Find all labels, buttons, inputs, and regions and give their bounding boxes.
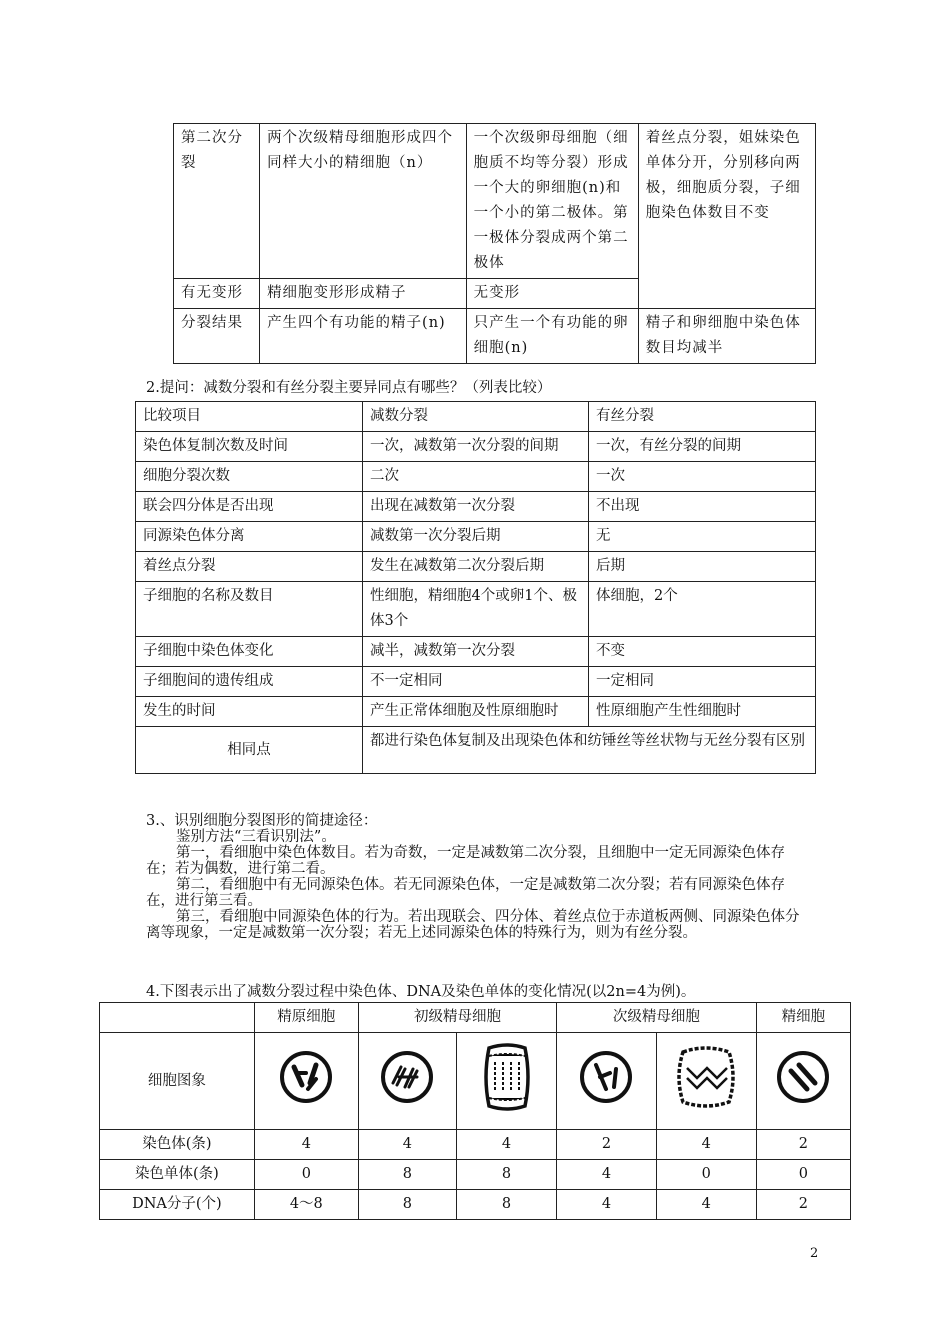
egg-cell: 一个次级卵母细胞（细胞质不均等分裂）形成一个大的卵细胞(n)和一个小的第二极体。第一极体分裂成两个第二极体 bbox=[466, 124, 638, 279]
comparison-cell: 减半，减数第一次分裂 bbox=[363, 637, 589, 667]
count-cell: 4 bbox=[656, 1190, 756, 1220]
comparison-row bbox=[136, 637, 816, 667]
image-cell bbox=[656, 1033, 756, 1130]
comparison-cell: 发生在减数第二次分裂后期 bbox=[363, 552, 589, 582]
spermatid-icon bbox=[773, 1047, 833, 1107]
image-cell bbox=[756, 1033, 850, 1130]
corner-cell bbox=[100, 1003, 255, 1033]
comparison-cell: 后期 bbox=[588, 552, 815, 582]
comparison-row bbox=[136, 432, 816, 462]
section3-p1: 鉴别方法“三看识别法”。 bbox=[176, 829, 336, 845]
comparison-cell: 不一定相同 bbox=[363, 667, 589, 697]
image-cell bbox=[358, 1033, 456, 1130]
comparison-cell: 子细胞间的遗传组成 bbox=[136, 667, 363, 697]
comparison-cell: 不出现 bbox=[588, 492, 815, 522]
comparison-cell: 体细胞，2个 bbox=[588, 582, 815, 637]
header-cell: 减数分裂 bbox=[363, 402, 589, 432]
comparison-row bbox=[136, 582, 816, 637]
note-cell: 着丝点分裂，姐妹染色单体分开，分别移向两极，细胞质分裂，子细胞染色体数目不变 bbox=[638, 124, 815, 309]
comparison-row bbox=[136, 492, 816, 522]
spermatogonium-icon bbox=[276, 1047, 336, 1107]
sperm-cell: 精细胞变形形成精子 bbox=[260, 279, 467, 309]
count-cell: 8 bbox=[358, 1190, 456, 1220]
section3-p2: 第一，看细胞中染色体数目。若为奇数，一定是减数第二次分裂，且细胞中一定无同源染色体存在；若为偶数，进行第二看。 bbox=[146, 845, 785, 877]
count-cell: 0 bbox=[254, 1160, 358, 1190]
comparison-cell: 性原细胞产生性细胞时 bbox=[588, 697, 815, 727]
count-row bbox=[100, 1190, 851, 1220]
secondary-spermatocyte-icon bbox=[576, 1047, 636, 1107]
comparison-cell: 同源染色体分离 bbox=[136, 522, 363, 552]
comparison-cell: 二次 bbox=[363, 462, 589, 492]
count-cell: 4 bbox=[358, 1130, 456, 1160]
image-cell bbox=[456, 1033, 556, 1130]
meiosis-change-table bbox=[99, 1002, 851, 1220]
comparison-row bbox=[136, 522, 816, 552]
row-label: 有无变形 bbox=[174, 279, 260, 309]
count-cell: 4 bbox=[254, 1130, 358, 1160]
row-label: 分裂结果 bbox=[174, 309, 260, 364]
comparison-cell: 着丝点分裂 bbox=[136, 552, 363, 582]
count-cell: 0 bbox=[756, 1160, 850, 1190]
count-row-label: 染色体(条) bbox=[100, 1130, 255, 1160]
header-cell: 有丝分裂 bbox=[588, 402, 815, 432]
count-cell: 0 bbox=[656, 1160, 756, 1190]
comparison-cell: 不变 bbox=[588, 637, 815, 667]
count-row-label: 染色单体(条) bbox=[100, 1160, 255, 1190]
comparison-cell: 出现在减数第一次分裂 bbox=[363, 492, 589, 522]
count-cell: 4～8 bbox=[254, 1190, 358, 1220]
header-cell: 精原细胞 bbox=[254, 1003, 358, 1033]
primary-spermatocyte-tetrad-icon bbox=[377, 1047, 437, 1107]
comparison-cell: 子细胞中染色体变化 bbox=[136, 637, 363, 667]
count-cell: 4 bbox=[557, 1190, 657, 1220]
count-cell: 8 bbox=[456, 1160, 556, 1190]
header-cell: 比较项目 bbox=[136, 402, 363, 432]
comparison-row bbox=[136, 552, 816, 582]
image-cell bbox=[254, 1033, 358, 1130]
comparison-cell: 减数第一次分裂后期 bbox=[363, 522, 589, 552]
note-cell: 精子和卵细胞中染色体数目均减半 bbox=[638, 309, 815, 364]
comparison-cell: 发生的时间 bbox=[136, 697, 363, 727]
section3-title: 3.、识别细胞分裂图形的简捷途径： bbox=[146, 813, 378, 829]
same-label: 相同点 bbox=[136, 727, 363, 774]
count-cell: 2 bbox=[557, 1130, 657, 1160]
count-cell: 2 bbox=[756, 1130, 850, 1160]
count-cell: 2 bbox=[756, 1190, 850, 1220]
count-row bbox=[100, 1160, 851, 1190]
comparison-cell: 细胞分裂次数 bbox=[136, 462, 363, 492]
header-cell: 精细胞 bbox=[756, 1003, 850, 1033]
header-cell: 次级精母细胞 bbox=[557, 1003, 757, 1033]
comparison-cell: 一次，有丝分裂的间期 bbox=[588, 432, 815, 462]
comparison-cell: 一次 bbox=[588, 462, 815, 492]
comparison-cell: 一定相同 bbox=[588, 667, 815, 697]
count-row bbox=[100, 1130, 851, 1160]
primary-spermatocyte-dividing-icon bbox=[479, 1042, 535, 1112]
egg-cell: 无变形 bbox=[466, 279, 638, 309]
header-cell: 初级精母细胞 bbox=[358, 1003, 556, 1033]
section2-title: 2.提问：减数分裂和有丝分裂主要异同点有哪些？（列表比较） bbox=[146, 380, 552, 396]
secondary-spermatocyte-dividing-icon bbox=[671, 1042, 741, 1112]
comparison-cell: 一次，减数第一次分裂的间期 bbox=[363, 432, 589, 462]
egg-cell: 只产生一个有功能的卵细胞(n) bbox=[466, 309, 638, 364]
same-text: 都进行染色体复制及出现染色体和纺锤丝等丝状物与无丝分裂有区别 bbox=[363, 727, 816, 774]
comparison-table bbox=[135, 401, 816, 774]
count-cell: 4 bbox=[557, 1160, 657, 1190]
comparison-cell: 无 bbox=[588, 522, 815, 552]
comparison-row bbox=[136, 667, 816, 697]
count-cell: 4 bbox=[656, 1130, 756, 1160]
comparison-cell: 子细胞的名称及数目 bbox=[136, 582, 363, 637]
count-cell: 8 bbox=[456, 1190, 556, 1220]
comparison-row bbox=[136, 697, 816, 727]
image-row-label: 细胞图象 bbox=[100, 1033, 255, 1130]
count-cell: 8 bbox=[358, 1160, 456, 1190]
sperm-cell: 两个次级精母细胞形成四个同样大小的精细胞（n） bbox=[260, 124, 467, 279]
comparison-cell: 性细胞，精细胞4个或卵1个、极体3个 bbox=[363, 582, 589, 637]
comparison-cell: 联会四分体是否出现 bbox=[136, 492, 363, 522]
gametogenesis-table bbox=[173, 123, 816, 364]
comparison-cell: 染色体复制次数及时间 bbox=[136, 432, 363, 462]
count-cell: 4 bbox=[456, 1130, 556, 1160]
section3-p4: 第三，看细胞中同源染色体的行为。若出现联会、四分体、着丝点位于赤道板两侧、同源染色体分离等现象，一定是减数第一次分裂；若无上述同源染色体的特殊行为，则为有丝分裂。 bbox=[146, 909, 800, 941]
comparison-row bbox=[136, 462, 816, 492]
sperm-cell: 产生四个有功能的精子(n) bbox=[260, 309, 467, 364]
section3-p3: 第二，看细胞中有无同源染色体。若无同源染色体，一定是减数第二次分裂；若有同源染色体存在，进行第三看。 bbox=[146, 877, 785, 909]
row-label: 第二次分裂 bbox=[174, 124, 260, 279]
image-cell bbox=[557, 1033, 657, 1130]
page-number: 2 bbox=[810, 1246, 819, 1261]
section4-title: 4.下图表示出了减数分裂过程中染色体、DNA及染色单体的变化情况(以2n=4为例)。 bbox=[146, 984, 696, 1000]
count-row-label: DNA分子(个) bbox=[100, 1190, 255, 1220]
comparison-cell: 产生正常体细胞及性原细胞时 bbox=[363, 697, 589, 727]
section3 bbox=[146, 813, 811, 941]
